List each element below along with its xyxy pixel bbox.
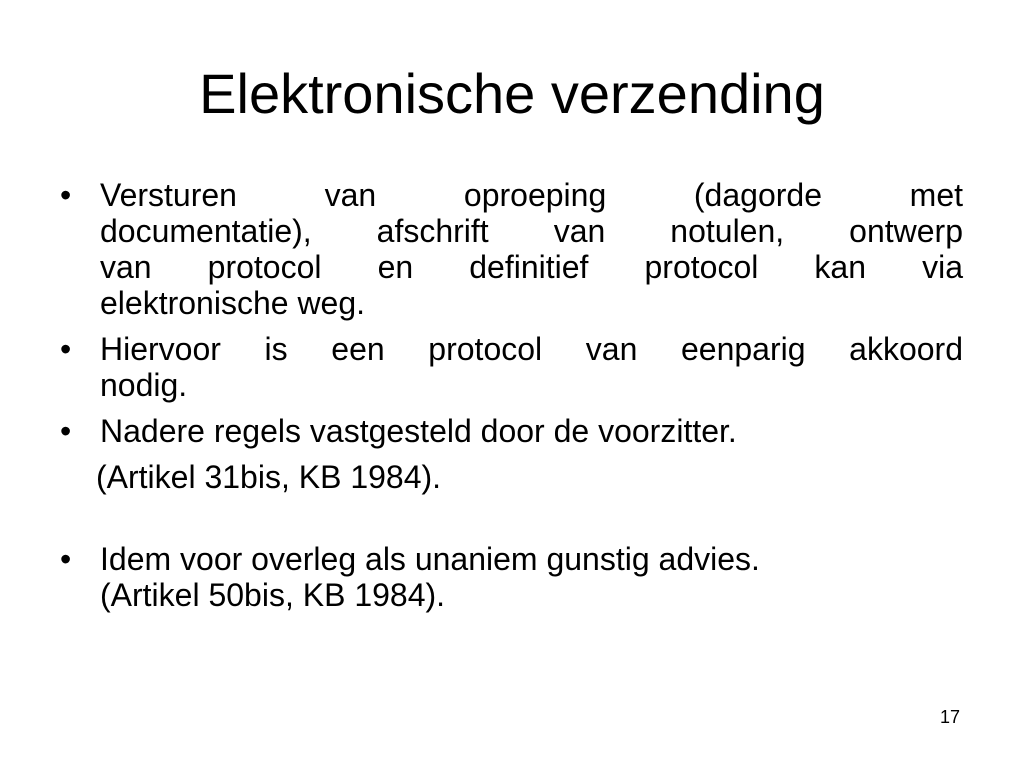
bullet-dot: • xyxy=(60,541,72,577)
slide-title: Elektronische verzending xyxy=(199,62,825,125)
bullet-item-chair-rules xyxy=(58,413,963,449)
reference-line: (Artikel 31bis, KB 1984). xyxy=(96,459,442,495)
bullet-line: Idem voor overleg als unaniem gunstig advies. xyxy=(100,541,760,577)
bullet-line: elektronische weg. xyxy=(100,285,366,321)
bullet-line: Hiervoor is een protocol van eenparig akkoord xyxy=(100,331,963,367)
bullet-line: documentatie), afschrift van notulen, ontwerp xyxy=(100,213,963,249)
bullet-dot: • xyxy=(60,177,72,213)
slide-body xyxy=(58,177,963,613)
bullet-dot: • xyxy=(60,413,72,449)
bullet-dot: • xyxy=(60,331,72,367)
page-number: 17 xyxy=(939,707,960,727)
bullet-line: van protocol en definitief protocol kan via xyxy=(100,249,963,285)
bullet-item-electronic-sending xyxy=(58,177,963,321)
bullet-line: nodig. xyxy=(100,367,188,403)
bullet-line: Versturen van oproeping (dagorde met xyxy=(100,177,963,213)
bullet-line: Nadere regels vastgesteld door de voorzitter. xyxy=(100,413,737,449)
bullet-item-advice xyxy=(58,541,963,613)
bullet-line: (Artikel 50bis, KB 1984). xyxy=(100,577,446,613)
bullet-item-protocol-required xyxy=(58,331,963,403)
